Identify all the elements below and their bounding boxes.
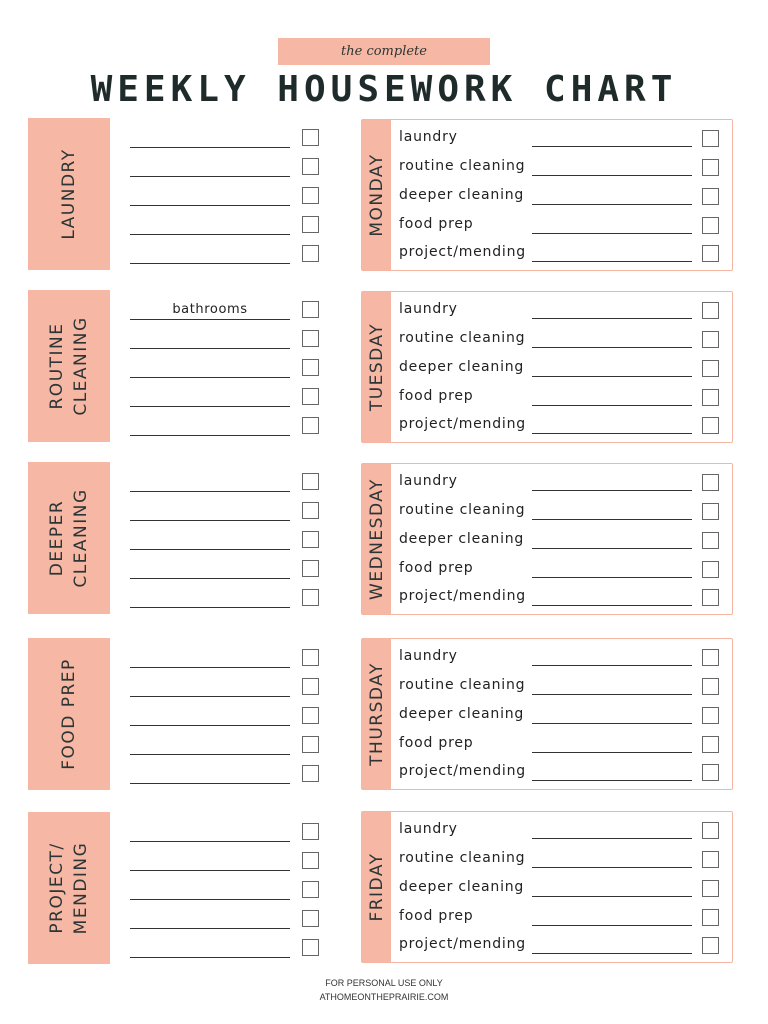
task-row bbox=[399, 706, 729, 726]
task-row bbox=[399, 588, 729, 608]
task-write-in-line[interactable] bbox=[532, 925, 692, 926]
write-in-text: bathrooms bbox=[172, 302, 248, 317]
task-write-in-line[interactable] bbox=[532, 204, 692, 205]
checkbox[interactable] bbox=[302, 678, 319, 695]
checkbox[interactable] bbox=[302, 417, 319, 434]
task-row bbox=[399, 502, 729, 522]
checkbox[interactable] bbox=[302, 765, 319, 782]
checkbox[interactable] bbox=[302, 589, 319, 606]
task-name: deeper cleaning bbox=[399, 706, 525, 722]
task-name: project/mending bbox=[399, 416, 526, 432]
category-tab bbox=[28, 462, 110, 614]
category-label: ROUTINE CLEANING bbox=[47, 316, 91, 416]
task-row bbox=[399, 129, 729, 149]
task-write-in-line[interactable] bbox=[532, 838, 692, 839]
task-write-in-line[interactable] bbox=[532, 953, 692, 954]
task-write-in-line[interactable] bbox=[532, 175, 692, 176]
day-label: TUESDAY bbox=[366, 322, 387, 412]
checkbox[interactable] bbox=[302, 560, 319, 577]
write-in-line[interactable] bbox=[130, 176, 290, 177]
task-row bbox=[399, 216, 729, 236]
task-row bbox=[399, 187, 729, 207]
task-checkbox[interactable] bbox=[702, 822, 719, 839]
task-row bbox=[399, 735, 729, 755]
checkbox[interactable] bbox=[302, 158, 319, 175]
task-row bbox=[399, 473, 729, 493]
task-checkbox[interactable] bbox=[702, 678, 719, 695]
task-write-in-line[interactable] bbox=[532, 433, 692, 434]
task-write-in-line[interactable] bbox=[532, 577, 692, 578]
task-row bbox=[399, 560, 729, 580]
task-write-in-line[interactable] bbox=[532, 519, 692, 520]
day-label: WEDNESDAY bbox=[366, 478, 387, 600]
checkbox[interactable] bbox=[302, 301, 319, 318]
task-checkbox[interactable] bbox=[702, 474, 719, 491]
task-write-in-line[interactable] bbox=[532, 347, 692, 348]
day-label: THURSDAY bbox=[366, 662, 387, 766]
task-checkbox[interactable] bbox=[702, 245, 719, 262]
task-write-in-line[interactable] bbox=[532, 605, 692, 606]
day-panel bbox=[361, 119, 733, 271]
footer-website: ATHOMEONTHEPRAIRIE.COM bbox=[319, 992, 449, 1002]
checkbox[interactable] bbox=[302, 736, 319, 753]
day-label: MONDAY bbox=[366, 153, 387, 237]
category-tab bbox=[28, 118, 110, 270]
write-in-line[interactable] bbox=[130, 957, 290, 958]
write-in-line[interactable] bbox=[130, 319, 290, 320]
day-strip bbox=[362, 120, 391, 270]
write-in-line[interactable] bbox=[130, 725, 290, 726]
checkbox[interactable] bbox=[302, 245, 319, 262]
checkbox[interactable] bbox=[302, 910, 319, 927]
task-checkbox[interactable] bbox=[702, 389, 719, 406]
write-in-line[interactable] bbox=[130, 578, 290, 579]
task-write-in-line[interactable] bbox=[532, 146, 692, 147]
day-strip bbox=[362, 639, 391, 789]
task-name: project/mending bbox=[399, 244, 526, 260]
task-row bbox=[399, 908, 729, 928]
checkbox[interactable] bbox=[302, 649, 319, 666]
write-in-line[interactable] bbox=[130, 147, 290, 148]
write-in-line[interactable] bbox=[130, 928, 290, 929]
checkbox[interactable] bbox=[302, 129, 319, 146]
task-write-in-line[interactable] bbox=[532, 376, 692, 377]
task-name: laundry bbox=[399, 821, 458, 837]
page-title: WEEKLY HOUSEWORK CHART bbox=[90, 69, 678, 110]
task-checkbox[interactable] bbox=[702, 880, 719, 897]
subtitle-text: the complete bbox=[341, 44, 427, 59]
subtitle-banner bbox=[278, 38, 490, 65]
task-name: food prep bbox=[399, 216, 474, 232]
task-write-in-line[interactable] bbox=[532, 752, 692, 753]
task-row bbox=[399, 158, 729, 178]
write-in-line[interactable] bbox=[130, 263, 290, 264]
checkbox[interactable] bbox=[302, 823, 319, 840]
task-write-in-line[interactable] bbox=[532, 665, 692, 666]
day-panel bbox=[361, 811, 733, 963]
task-checkbox[interactable] bbox=[702, 417, 719, 434]
day-strip bbox=[362, 812, 391, 962]
day-panel bbox=[361, 463, 733, 615]
task-checkbox[interactable] bbox=[702, 532, 719, 549]
task-checkbox[interactable] bbox=[702, 159, 719, 176]
write-in-line[interactable] bbox=[130, 754, 290, 755]
write-in-line[interactable] bbox=[130, 783, 290, 784]
task-checkbox[interactable] bbox=[702, 937, 719, 954]
task-name: laundry bbox=[399, 473, 458, 489]
task-name: laundry bbox=[399, 129, 458, 145]
write-in-line[interactable] bbox=[130, 696, 290, 697]
task-name: laundry bbox=[399, 301, 458, 317]
task-name: laundry bbox=[399, 648, 458, 664]
category-tab bbox=[28, 290, 110, 442]
task-name: project/mending bbox=[399, 763, 526, 779]
checkbox[interactable] bbox=[302, 330, 319, 347]
category-tab bbox=[28, 812, 110, 964]
task-checkbox[interactable] bbox=[702, 589, 719, 606]
day-strip bbox=[362, 292, 391, 442]
write-in-line[interactable] bbox=[130, 234, 290, 235]
footer-usage-note: FOR PERSONAL USE ONLY bbox=[325, 978, 443, 988]
task-name: food prep bbox=[399, 560, 474, 576]
task-write-in-line[interactable] bbox=[532, 490, 692, 491]
task-name: routine cleaning bbox=[399, 677, 526, 693]
task-checkbox[interactable] bbox=[702, 649, 719, 666]
task-checkbox[interactable] bbox=[702, 331, 719, 348]
category-label: LAUNDRY bbox=[59, 148, 79, 240]
write-in-line[interactable] bbox=[130, 899, 290, 900]
checkbox[interactable] bbox=[302, 939, 319, 956]
category-tab bbox=[28, 638, 110, 790]
task-row bbox=[399, 244, 729, 264]
task-checkbox[interactable] bbox=[702, 188, 719, 205]
task-row bbox=[399, 416, 729, 436]
task-name: project/mending bbox=[399, 936, 526, 952]
task-row bbox=[399, 388, 729, 408]
task-name: deeper cleaning bbox=[399, 531, 525, 547]
task-name: routine cleaning bbox=[399, 850, 526, 866]
write-in-line[interactable] bbox=[130, 520, 290, 521]
task-write-in-line[interactable] bbox=[532, 261, 692, 262]
task-row bbox=[399, 821, 729, 841]
checkbox[interactable] bbox=[302, 502, 319, 519]
task-row bbox=[399, 301, 729, 321]
task-name: food prep bbox=[399, 735, 474, 751]
checkbox[interactable] bbox=[302, 388, 319, 405]
task-write-in-line[interactable] bbox=[532, 723, 692, 724]
write-in-line[interactable] bbox=[130, 841, 290, 842]
task-checkbox[interactable] bbox=[702, 302, 719, 319]
write-in-line[interactable] bbox=[130, 667, 290, 668]
write-in-line[interactable] bbox=[130, 205, 290, 206]
task-row bbox=[399, 330, 729, 350]
task-checkbox[interactable] bbox=[702, 130, 719, 147]
checkbox[interactable] bbox=[302, 473, 319, 490]
checkbox[interactable] bbox=[302, 881, 319, 898]
write-in-line[interactable] bbox=[130, 435, 290, 436]
task-checkbox[interactable] bbox=[702, 217, 719, 234]
day-strip bbox=[362, 464, 391, 614]
task-checkbox[interactable] bbox=[702, 764, 719, 781]
task-name: routine cleaning bbox=[399, 158, 526, 174]
day-label: FRIDAY bbox=[366, 852, 387, 922]
task-row bbox=[399, 763, 729, 783]
checkbox[interactable] bbox=[302, 707, 319, 724]
write-in-line[interactable] bbox=[130, 549, 290, 550]
task-checkbox[interactable] bbox=[702, 736, 719, 753]
task-write-in-line[interactable] bbox=[532, 318, 692, 319]
task-write-in-line[interactable] bbox=[532, 694, 692, 695]
task-checkbox[interactable] bbox=[702, 360, 719, 377]
checkbox[interactable] bbox=[302, 531, 319, 548]
day-panel bbox=[361, 291, 733, 443]
task-write-in-line[interactable] bbox=[532, 233, 692, 234]
task-row bbox=[399, 879, 729, 899]
write-in-line[interactable] bbox=[130, 870, 290, 871]
day-panel bbox=[361, 638, 733, 790]
task-checkbox[interactable] bbox=[702, 909, 719, 926]
task-row bbox=[399, 648, 729, 668]
task-row bbox=[399, 677, 729, 697]
task-write-in-line[interactable] bbox=[532, 405, 692, 406]
write-in-line[interactable] bbox=[130, 406, 290, 407]
task-name: routine cleaning bbox=[399, 330, 526, 346]
task-row bbox=[399, 531, 729, 551]
task-name: food prep bbox=[399, 908, 474, 924]
task-checkbox[interactable] bbox=[702, 503, 719, 520]
write-in-line[interactable] bbox=[130, 491, 290, 492]
task-row bbox=[399, 936, 729, 956]
task-checkbox[interactable] bbox=[702, 851, 719, 868]
task-row bbox=[399, 850, 729, 870]
checkbox[interactable] bbox=[302, 359, 319, 376]
checkbox[interactable] bbox=[302, 187, 319, 204]
task-write-in-line[interactable] bbox=[532, 867, 692, 868]
task-name: deeper cleaning bbox=[399, 187, 525, 203]
category-label: DEEPER CLEANING bbox=[47, 488, 91, 588]
task-row bbox=[399, 359, 729, 379]
task-name: project/mending bbox=[399, 588, 526, 604]
checkbox[interactable] bbox=[302, 852, 319, 869]
task-write-in-line[interactable] bbox=[532, 780, 692, 781]
task-name: deeper cleaning bbox=[399, 879, 525, 895]
write-in-line[interactable] bbox=[130, 348, 290, 349]
task-name: food prep bbox=[399, 388, 474, 404]
checkbox[interactable] bbox=[302, 216, 319, 233]
category-label: FOOD PREP bbox=[59, 658, 79, 770]
task-write-in-line[interactable] bbox=[532, 548, 692, 549]
task-write-in-line[interactable] bbox=[532, 896, 692, 897]
write-in-line[interactable] bbox=[130, 607, 290, 608]
task-checkbox[interactable] bbox=[702, 561, 719, 578]
task-checkbox[interactable] bbox=[702, 707, 719, 724]
task-name: deeper cleaning bbox=[399, 359, 525, 375]
task-name: routine cleaning bbox=[399, 502, 526, 518]
write-in-line[interactable] bbox=[130, 377, 290, 378]
category-label: PROJECT/ MENDING bbox=[47, 841, 91, 935]
